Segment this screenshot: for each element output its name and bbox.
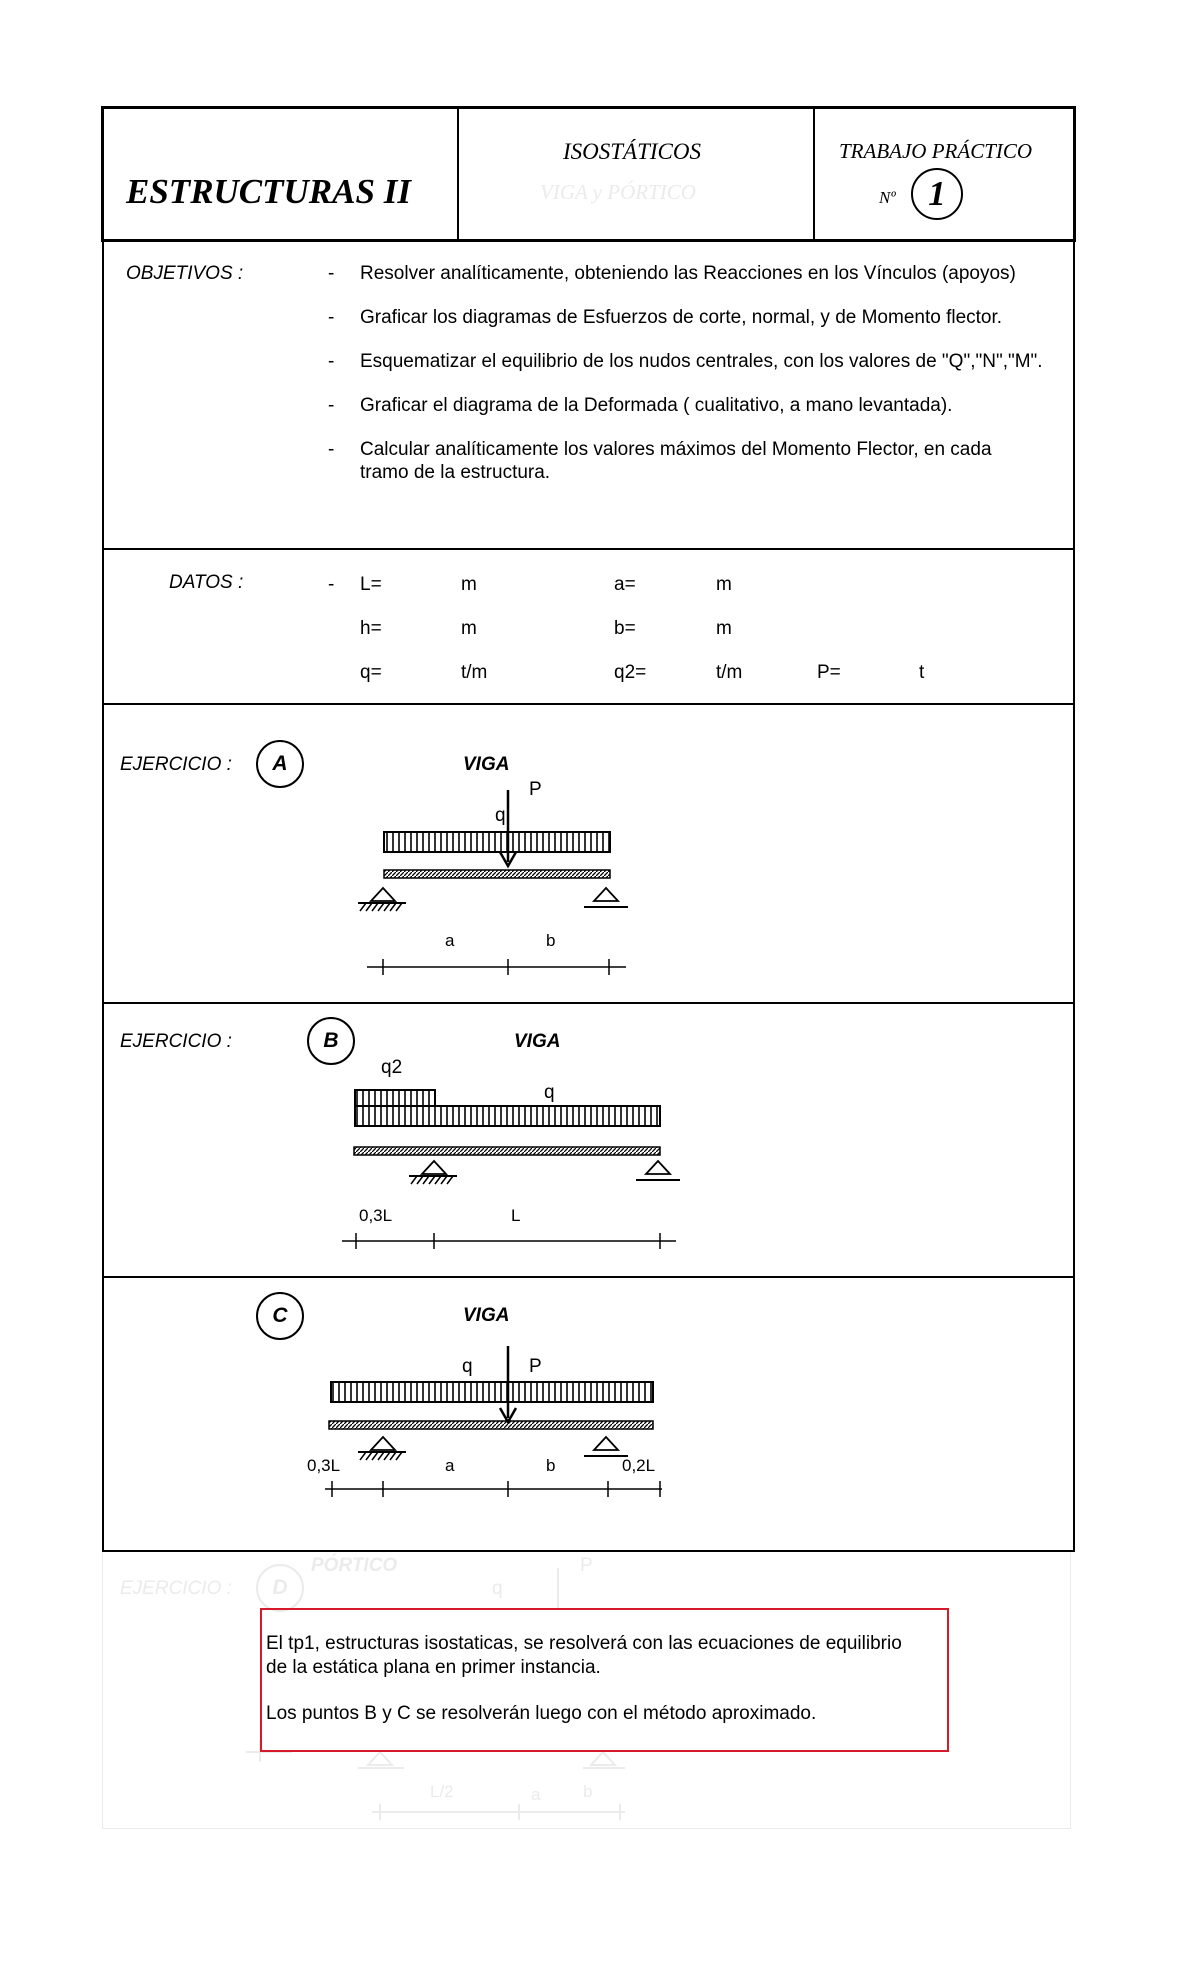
ejercicio-b-load-q: q [544,1082,555,1103]
objective-5: Calcular analíticamente los valores máximos del Momento Flector, en cada [360,439,992,460]
dato-p-unit: t [919,662,925,683]
dato-p: P= [817,662,841,683]
note-line-2: de la estática plana en primer instancia. [266,1657,601,1678]
dato-h: h= [360,618,382,639]
datos-label: DATOS : [169,572,244,593]
ejercicio-a-label: EJERCICIO : [120,754,232,775]
objective-5b: tramo de la estructura. [360,462,551,483]
objective-dash-1: - [328,263,335,284]
note-line-1: El tp1, estructuras isostaticas, se resolverá con las ecuaciones de equilibrio [266,1633,902,1654]
ejercicio-d-type: PÓRTICO [311,1555,398,1576]
dato-b: b= [614,618,636,639]
topic-title: ISOSTÁTICOS [563,139,702,164]
objetivos-label: OBJETIVOS : [126,263,244,284]
ejercicio-b-label: EJERCICIO : [120,1031,232,1052]
ejercicio-c-type: VIGA [463,1305,510,1326]
ejercicio-b-dim-03l: 0,3L [359,1206,393,1225]
note-box [260,1608,949,1752]
dato-q2: q2= [614,662,647,683]
ejercicio-b-dim-l: L [511,1206,521,1225]
ejercicio-a-dim-b: b [546,931,556,950]
dato-q2-unit: t/m [716,662,743,683]
dato-h-unit: m [461,618,477,639]
dato-a: a= [614,574,636,595]
topic-subtitle: VIGA y PÓRTICO [540,180,696,204]
ejercicio-c-dim-03l: 0,3L [307,1456,341,1475]
ejercicio-d-load-p: P [580,1555,593,1576]
ejercicio-a-load-q: q [495,805,506,826]
objective-1: Resolver analíticamente, obteniendo las Reacciones en los Vínculos (apoyos) [360,263,1016,284]
objective-dash-5: - [328,439,335,460]
datos-dash: - [328,574,335,595]
dato-b-unit: m [716,618,732,639]
dato-q-unit: t/m [461,662,488,683]
dato-a-unit: m [716,574,732,595]
tp-number: 1 [928,174,946,213]
objective-dash-3: - [328,351,335,372]
ejercicio-d-dim-l2: L/2 [430,1782,454,1801]
ejercicio-d-label: EJERCICIO : [120,1578,232,1599]
objective-dash-2: - [328,307,335,328]
ejercicio-b-letter: B [323,1029,339,1052]
ejercicio-c-dim-b: b [546,1456,556,1475]
ejercicio-a-dim-a: a [445,931,455,950]
ejercicio-a-letter: A [272,752,288,775]
ejercicio-c-load-p: P [529,1356,542,1377]
ejercicio-c-letter: C [272,1304,288,1327]
ejercicio-d-dim-b: b [583,1782,593,1801]
ejercicio-d-load-q: q [492,1578,503,1599]
dato-l-unit: m [461,574,477,595]
ejercicio-b-type: VIGA [514,1031,561,1052]
ejercicio-c-dim-02l: 0,2L [622,1456,656,1475]
ejercicio-d-dim-a: a [531,1785,541,1804]
ejercicio-c-load-q: q [462,1356,473,1377]
course-title: ESTRUCTURAS II [126,172,411,211]
tp-label: TRABAJO PRÁCTICO [839,139,1033,163]
ejercicio-d-letter: D [272,1576,288,1599]
objective-dash-4: - [328,395,335,416]
objective-2: Graficar los diagramas de Esfuerzos de corte, normal, y de Momento flector. [360,307,1003,328]
objective-4: Graficar el diagrama de la Deformada ( cualitativo, a mano levantada). [360,395,953,416]
ejercicio-a-load-p: P [529,779,542,800]
number-label: Nº [879,188,896,207]
ejercicio-b-load-q2: q2 [381,1057,403,1078]
dato-l: L= [360,574,382,595]
ejercicio-c-dim-a: a [445,1456,455,1475]
dato-q: q= [360,662,382,683]
objective-3: Esquematizar el equilibrio de los nudos centrales, con los valores de "Q","N","M". [360,351,1043,372]
ejercicio-a-type: VIGA [463,754,510,775]
note-line-3: Los puntos B y C se resolverán luego con el método aproximado. [266,1703,817,1724]
note-spacer [266,1680,943,1702]
